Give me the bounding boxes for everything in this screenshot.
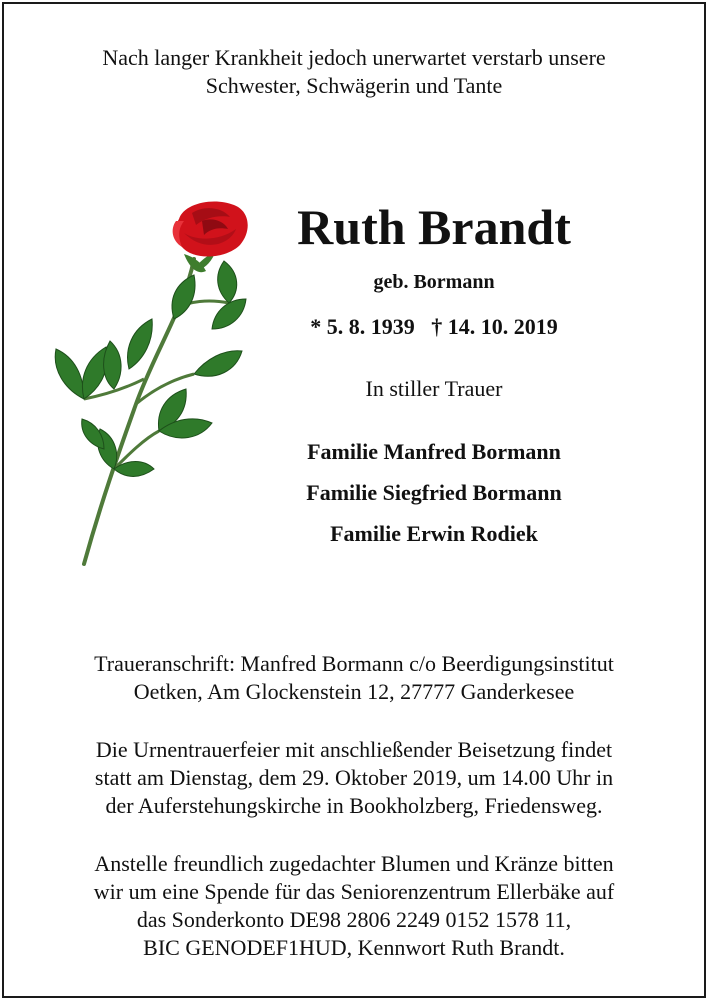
donation-line: wir um eine Spende für das Seniorenzentrum Ellerbäke auf [93,879,615,904]
ceremony-line: der Auferstehungskirche in Bookholzberg, Friedensweg. [105,793,603,818]
deceased-name: Ruth Brandt [297,199,571,255]
intro-line: Nach langer Krankheit jedoch unerwartet verstarb unsere [102,45,606,70]
intro-text [4,44,704,100]
ceremony-line: Die Urnentrauerfeier mit anschließender Beisetzung findet [95,737,613,762]
address-line: Oetken, Am Glockenstein 12, 27777 Ganderkesee [133,679,575,704]
donation-line: BIC GENODEF1HUD, Kennwort Ruth Brandt. [143,935,565,960]
donation-info [4,850,704,962]
ceremony-info [4,736,704,820]
family-name: Familie Erwin Rodiek [330,521,538,546]
family-name: Familie Siegfried Bormann [306,480,562,505]
mourning-address [4,650,704,706]
family-list [234,438,634,561]
life-dates: * 5. 8. 1939 † 14. 10. 2019 [310,314,558,339]
address-line: Traueranschrift: Manfred Bormann c/o Beerdigungsinstitut [94,651,614,676]
ceremony-line: statt am Dienstag, dem 29. Oktober 2019, um 14.00 Uhr in [94,765,614,790]
donation-line: Anstelle freundlich zugedachter Blumen und Kränze bitten [94,851,614,876]
maiden-name: geb. Bormann [373,271,495,293]
donation-line: das Sonderkonto DE98 2806 2249 0152 1578 11, [136,907,572,932]
red-rose-icon [44,199,254,574]
family-name: Familie Manfred Bormann [307,439,561,464]
intro-line: Schwester, Schwägerin und Tante [205,73,503,98]
obituary-notice [2,2,706,998]
mourning-heading: In stiller Trauer [365,376,503,401]
